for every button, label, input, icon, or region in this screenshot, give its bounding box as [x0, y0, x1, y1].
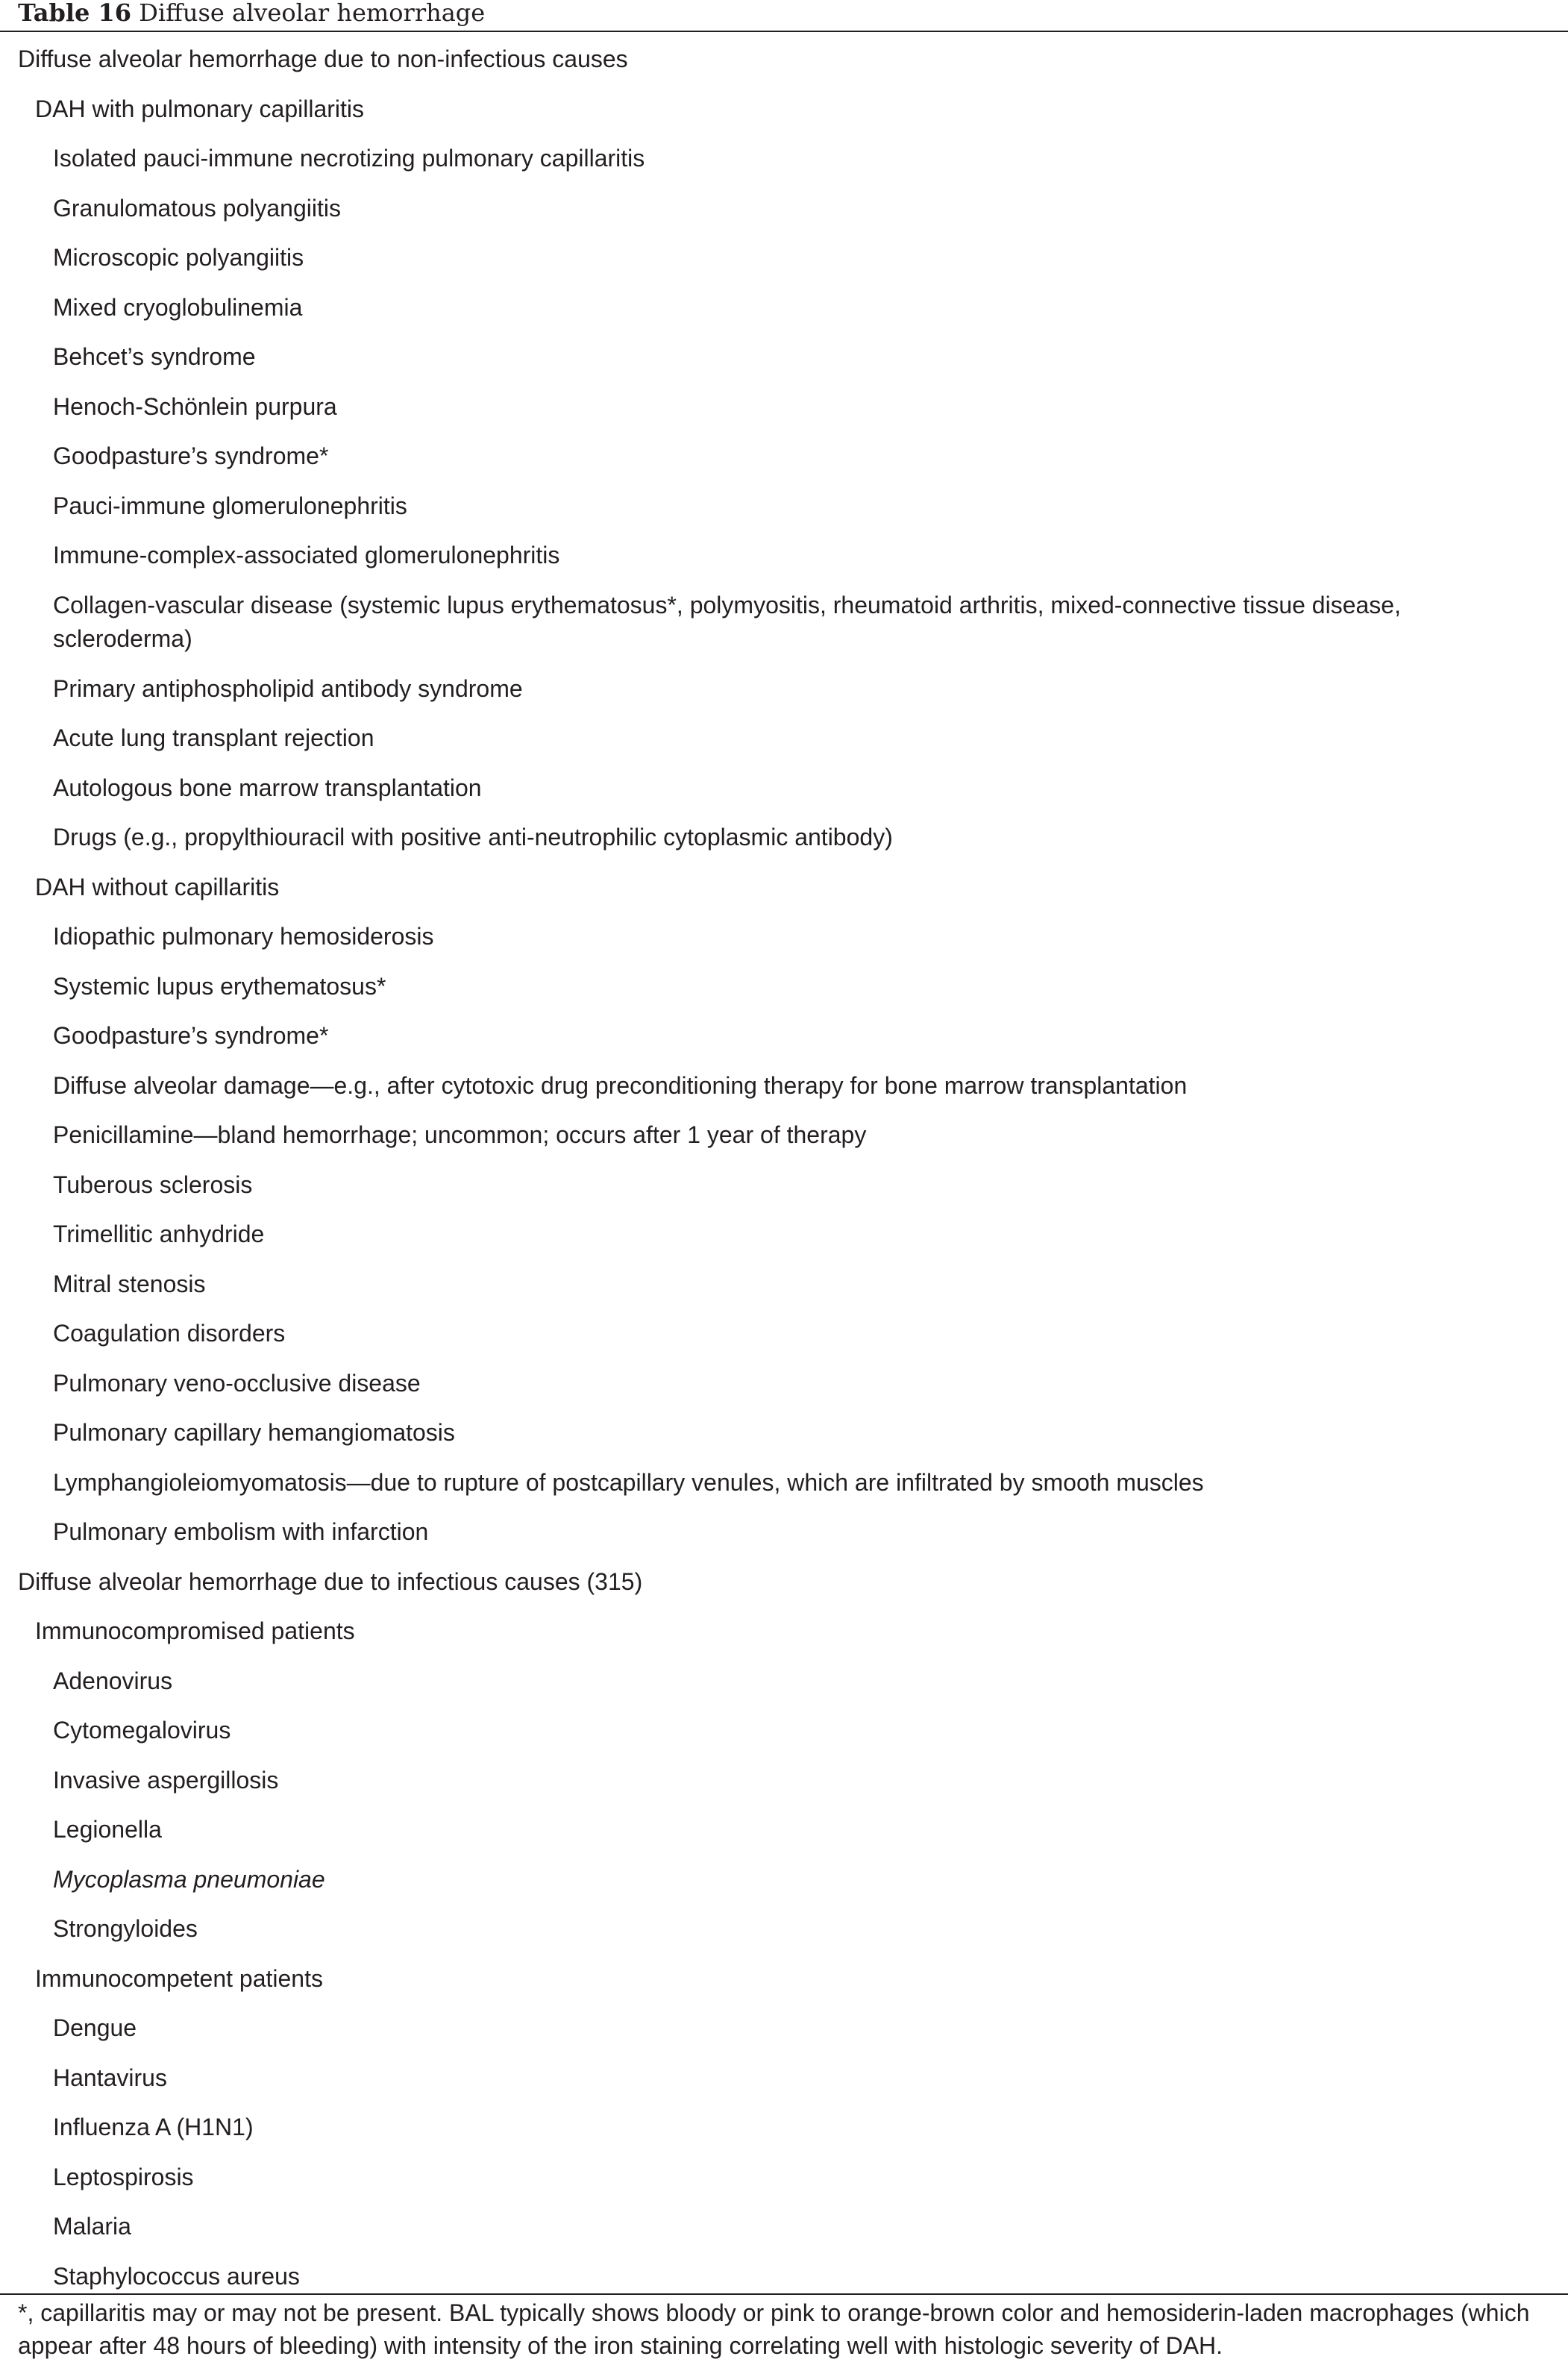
item-row: Isolated pauci-immune necrotizing pulmonary capillaritis — [53, 145, 645, 172]
item-row: Diffuse alveolar damage—e.g., after cytotoxic drug preconditioning therapy for bone marrow transplantation — [53, 1071, 1188, 1099]
category-row: Diffuse alveolar hemorrhage due to non-infectious causes — [18, 46, 628, 72]
table-title: Diffuse alveolar hemorrhage — [139, 0, 486, 27]
item-row: Penicillamine—bland hemorrhage; uncommon; occurs after 1 year of therapy — [53, 1121, 867, 1148]
item-row: Coagulation disorders — [53, 1320, 286, 1347]
item-row: Acute lung transplant rejection — [53, 724, 374, 751]
item-row: Strongyloides — [53, 1915, 198, 1942]
item-row: Pauci-immune glomerulonephritis — [53, 492, 407, 519]
item-row: Pulmonary veno-occlusive disease — [53, 1369, 421, 1397]
item-row: Legionella — [53, 1816, 162, 1843]
table-label: Table 16 — [18, 0, 132, 27]
item-row: Leptospirosis — [53, 2163, 194, 2190]
subcategory-row: DAH without capillaritis — [35, 873, 280, 900]
item-row: Goodpasture’s syndrome* — [53, 442, 329, 469]
item-row: Idiopathic pulmonary hemosiderosis — [53, 923, 434, 950]
item-row: Lymphangioleiomyomatosis—due to rupture of postcapillary venules, which are infiltrated by smooth muscles — [53, 1468, 1204, 1496]
subcategory-row: DAH with pulmonary capillaritis — [35, 95, 365, 122]
item-row: Adenovirus — [53, 1667, 173, 1694]
item-row: Influenza A (H1N1) — [53, 2114, 254, 2140]
item-row: Mitral stenosis — [53, 1270, 206, 1297]
item-row: Mixed cryoglobulinemia — [53, 293, 303, 321]
item-row: Collagen-vascular disease (systemic lupus erythematosus*, polymyositis, rheumatoid arthritis, mixed-connective tissue disease, scleroderma) — [53, 591, 1401, 652]
item-row: Granulomatous polyangiitis — [53, 194, 341, 222]
item-row: Goodpasture’s syndrome* — [53, 1022, 329, 1049]
item-row: Tuberous sclerosis — [53, 1171, 253, 1198]
item-row: Pulmonary capillary hemangiomatosis — [53, 1419, 455, 1446]
item-row: Staphylococcus aureus — [53, 2262, 300, 2290]
item-row: Hantavirus — [53, 2064, 167, 2091]
item-row: Drugs (e.g., propylthiouracil with positive anti-neutrophilic cytoplasmic antibody) — [53, 824, 893, 851]
item-row: Malaria — [53, 2213, 131, 2240]
category-row: Diffuse alveolar hemorrhage due to infectious causes (315) — [18, 1567, 643, 1595]
subcategory-row: Immunocompetent patients — [35, 1964, 323, 1992]
table-body — [0, 34, 1568, 2301]
item-row: Microscopic polyangiitis — [53, 244, 304, 271]
subcategory-row: Immunocompromised patients — [35, 1617, 355, 1644]
item-row: Primary antiphospholipid antibody syndrome — [53, 674, 523, 702]
table-bottom-rule — [0, 2293, 1568, 2295]
item-row: Behcet’s syndrome — [53, 343, 256, 370]
item-row: Dengue — [53, 2014, 137, 2041]
item-row: Pulmonary embolism with infarction — [53, 1518, 429, 1545]
item-row: Henoch-Schönlein purpura — [53, 392, 337, 420]
item-row: Mycoplasma pneumoniae — [53, 1865, 325, 1893]
item-row: Trimellitic anhydride — [53, 1221, 265, 1247]
table-caption — [18, 0, 485, 30]
table-top-rule — [0, 31, 1568, 32]
item-row: Systemic lupus erythematosus* — [53, 972, 386, 1000]
item-row: Immune-complex-associated glomerulonephritis — [53, 542, 560, 568]
item-row: Invasive aspergillosis — [53, 1766, 279, 1794]
table-footnote: *, capillaritis may or may not be present. BAL typically shows bloody or pink to orange-brown color and hemosiderin-laden macrophages (which appear after 48 hours of bleeding) with intensity of the iron staining correlating well with histologic severity of DAH. — [18, 2299, 1530, 2359]
item-row: Autologous bone marrow transplantation — [53, 774, 482, 801]
item-row: Cytomegalovirus — [53, 1717, 231, 1744]
